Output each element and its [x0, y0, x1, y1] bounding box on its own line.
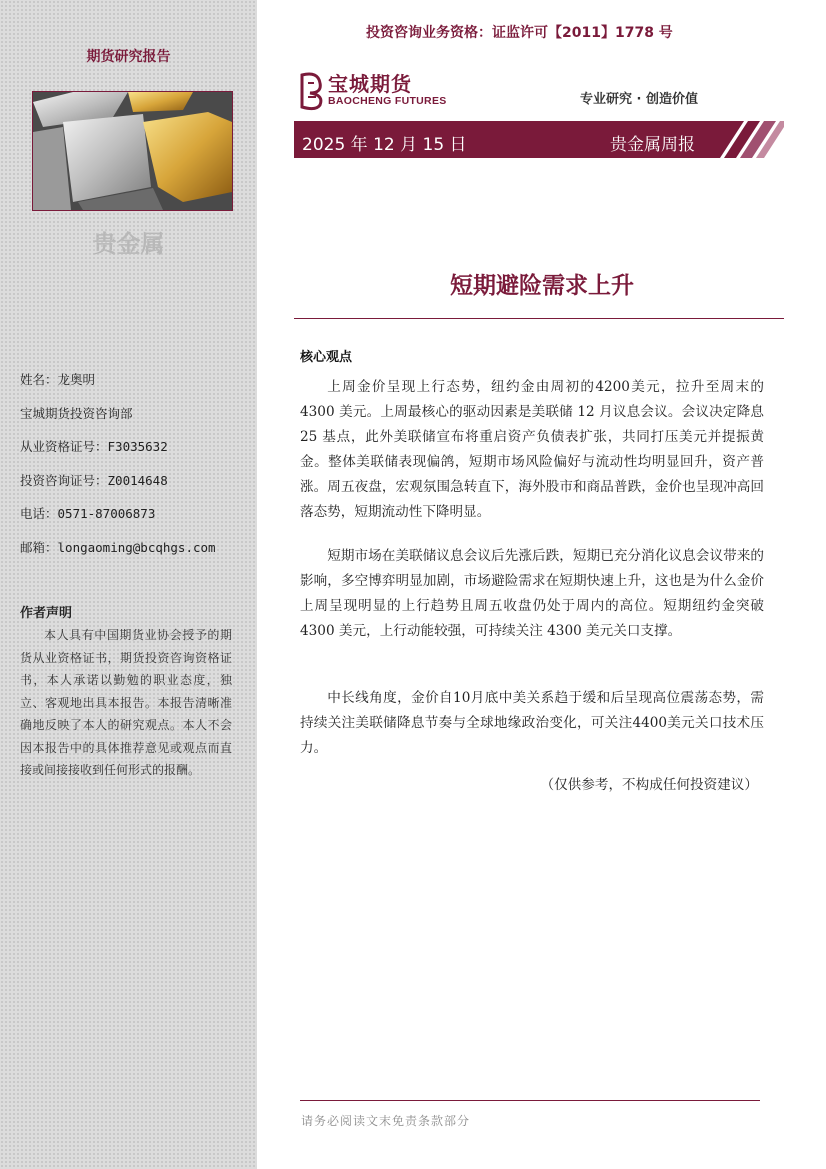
sidebar	[0, 0, 257, 1169]
section-title: 核心观点	[300, 350, 353, 365]
qualification-number: 从业资格证号：F3035632	[20, 439, 168, 454]
headline: 短期避险需求上升	[450, 273, 634, 299]
headline-divider	[294, 318, 784, 319]
email: 邮箱：longaoming@bcqhgs.com	[20, 540, 216, 555]
phone: 电话：0571-87006873	[20, 506, 156, 521]
sector-label: 贵金属	[92, 230, 165, 258]
footer-divider	[300, 1100, 760, 1101]
company-name-en: BAOCHENG FUTURES	[328, 95, 447, 107]
consulting-number: 投资咨询证号：Z0014648	[20, 473, 168, 488]
license-info: 投资咨询业务资格：证监许可【2011】1778 号	[366, 25, 673, 41]
company-name-cn: 宝城期货	[328, 72, 412, 96]
paragraph-2: 短期市场在美联储议息会议后先涨后跌，短期已充分消化议息会议带来的影响，多空博弈明显加剧，市场避险需求在短期快速上升，这也是为什么金价上周呈现明显的上行趋势且周五收盘仍处于周内的高位。短期纽约金突破 4300 美元，上行动能较强，可持续关注 4300 美元关口支撑。	[300, 548, 764, 639]
footer-note: 请务必阅读文末免责条款部分	[301, 1114, 471, 1128]
metal-bars-image	[32, 91, 233, 211]
analyst-name: 姓名：龙奥明	[20, 372, 96, 387]
investment-disclaimer: （仅供参考，不构成任何投资建议）	[540, 777, 758, 793]
author-declaration-title: 作者声明	[20, 606, 73, 621]
paragraph-1: 上周金价呈现上行态势，纽约金由周初的4200美元，拉升至周末的 4300 美元。上周最核心的驱动因素是美联储 12 月议息会议。会议决定降息 25 基点，此外美联储宣布将重启资产负债表扩张，共同打压美元并提振黄金。整体美联储表现偏鸽，短期市场风险偏好与流动性均明显回升，资产普涨。周五夜盘，宏观氛围急转直下，海外股市和商品普跌，金价也呈现冲高回落态势，短期流动性下降明显。	[300, 379, 764, 520]
report-category: 期货研究报告	[86, 49, 171, 65]
report-type: 贵金属周报	[610, 135, 695, 155]
report-date: 2025 年 12 月 15 日	[302, 135, 467, 155]
paragraph-3: 中长线角度，金价自10月底中美关系趋于缓和后呈现高位震荡态势，需持续关注美联储降息节奏与全球地缘政治变化，可关注4400美元关口技术压力。	[300, 690, 764, 756]
analyst-department: 宝城期货投资咨询部	[20, 406, 133, 421]
author-declaration-body: 本人具有中国期货业协会授予的期货从业资格证书，期货投资咨询资格证书，本人承诺以勤勉的职业态度，独立、客观地出具本报告。本报告清晰准确地反映了本人的研究观点。本人不会因本报告中的具体推荐意见或观点而直接或间接接收到任何形式的报酬。	[20, 628, 232, 777]
slogan: 专业研究 · 创造价值	[580, 92, 698, 107]
